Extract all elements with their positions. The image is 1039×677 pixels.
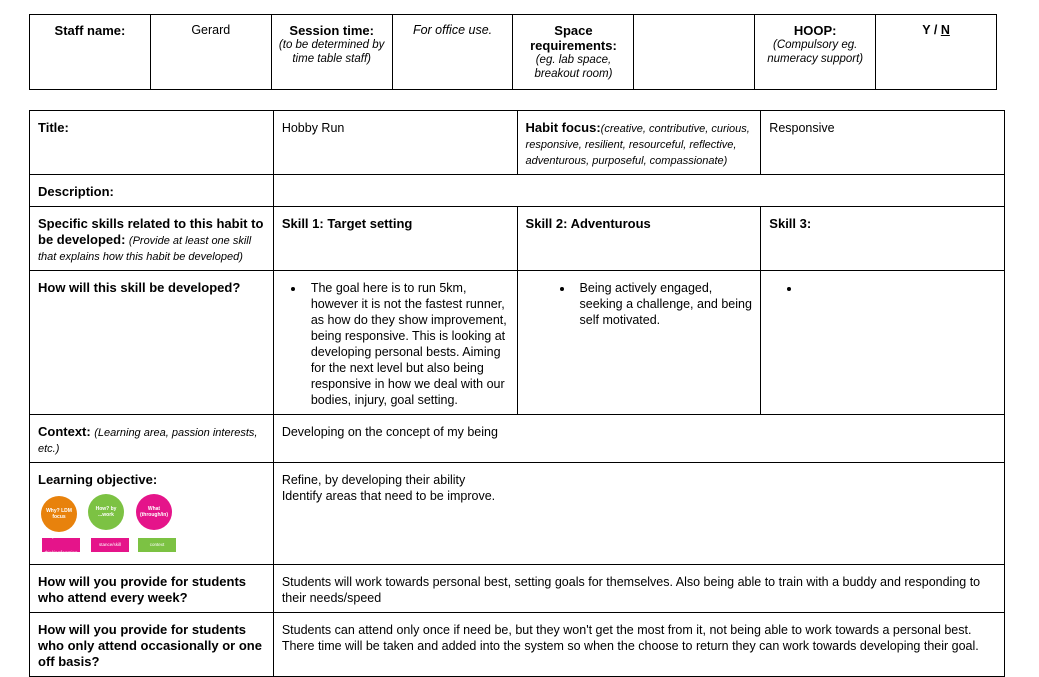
develop-skill-3-cell — [761, 271, 1005, 415]
develop-skill-3-list — [769, 280, 996, 296]
context-row — [30, 415, 1005, 463]
development-row — [30, 271, 1005, 415]
title-row — [30, 111, 1005, 175]
every-week-value: Students will work towards personal best, setting goals for themselves. Also being able to train with a buddy and responding to their needs/speed — [273, 565, 1004, 613]
description-label: Description: — [30, 175, 274, 207]
staff-name-value-cell — [150, 15, 271, 90]
hoop-cell — [755, 15, 876, 90]
develop-skill-2-item: • Being actively engaged, seeking a challenge, and being self motivated. — [574, 280, 753, 328]
description-value — [273, 175, 1004, 207]
staff-name-label-cell — [30, 15, 151, 90]
skills-row — [30, 207, 1005, 271]
develop-skill-1-item: • The goal here is to run 5km, however it is not the fastest runner, as how do they show improvement, being responsive. This is looking at developing personal bests. Aiming for the next level but also being responsive in how we deal with our bodies, injury, goal setting. — [305, 280, 511, 408]
objective-line-2: Identify areas that need to be improve. — [281, 489, 496, 503]
why-circle: Why? LDM focus — [41, 496, 77, 532]
habit-focus-cell — [517, 111, 761, 175]
yes-no-cell — [876, 15, 997, 90]
occasional-label: How will you provide for students who only attend occasionally or one off basis? — [30, 613, 274, 677]
office-use-text: For office use. — [412, 23, 493, 37]
no-option: N — [940, 23, 950, 37]
objective-label: Learning objective: — [38, 472, 158, 487]
develop-skill-1-list — [282, 280, 511, 408]
session-time-label: Session time: — [289, 23, 374, 38]
develop-skill-1-cell — [273, 271, 517, 415]
every-week-label: How will you provide for students who attend every week? — [30, 565, 274, 613]
space-note: (eg. lab space, breakout room) — [534, 54, 613, 80]
session-time-note: (to be determined by time table staff) — [278, 39, 385, 65]
habit-focus-label: Habit focus: — [525, 120, 601, 135]
office-use-cell — [392, 15, 513, 90]
space-requirements-cell — [513, 15, 634, 90]
hoop-note: (Compulsory eg. numeracy support) — [767, 39, 864, 65]
objective-value-cell — [273, 463, 1004, 565]
habit-focus-value: Responsive — [761, 111, 1005, 175]
objective-line-1: Refine, by developing their ability — [281, 473, 466, 487]
habit-focus-note: (creative, contributive, curious, responsive, resilient, resourceful, reflective, adventurous, purposeful, compassionate) — [525, 123, 750, 167]
context-note: (Learning area, passion interests, etc.) — [38, 427, 258, 455]
space-label: Space requirements: — [530, 23, 617, 53]
phase-box: phase of thinking/learning — [42, 538, 80, 552]
skills-note: (Provide at least one skill that explains how this habit be developed) — [38, 235, 252, 263]
skills-label: Specific skills related to this habit to be developed: — [38, 216, 264, 247]
objective-label-cell — [30, 463, 274, 565]
header-table — [29, 14, 997, 90]
skill-2: Skill 2: Adventurous — [517, 207, 761, 271]
title-value: Hobby Run — [273, 111, 517, 175]
context-label-cell — [30, 415, 274, 463]
how-circle: How? by ...work — [88, 494, 124, 530]
objective-row — [30, 463, 1005, 565]
title-label: Title: — [30, 111, 274, 175]
context-value: Developing on the concept of my being — [273, 415, 1004, 463]
session-time-cell — [271, 15, 392, 90]
context-label: Context: — [38, 424, 91, 439]
context-box: context — [138, 538, 176, 552]
staff-name-value: Gerard — [191, 23, 231, 37]
planning-table — [29, 110, 1005, 677]
develop-skill-3-item — [801, 280, 996, 296]
hoop-label: HOOP: — [793, 23, 837, 38]
yes-option: Y / — [922, 23, 941, 37]
every-week-row — [30, 565, 1005, 613]
occasional-value: Students can attend only once if need be, but they won't get the most from it, not being able to work towards a personal best. There time will be taken and added into the system so when the choose to return they can work towards developing their goal. — [273, 613, 1004, 677]
occasional-row — [30, 613, 1005, 677]
skill-3: Skill 3: — [761, 207, 1005, 271]
stance-box: stance/skill — [91, 538, 129, 552]
ldm-diagram — [38, 494, 178, 558]
develop-skill-2-cell — [517, 271, 761, 415]
what-circle: What (through/in) — [136, 494, 172, 530]
develop-skill-2-list — [526, 280, 753, 328]
space-value-cell — [634, 15, 755, 90]
staff-name-label: Staff name: — [54, 23, 126, 38]
skills-label-cell — [30, 207, 274, 271]
develop-label: How will this skill be developed? — [30, 271, 274, 415]
description-row — [30, 175, 1005, 207]
skill-1: Skill 1: Target setting — [273, 207, 517, 271]
